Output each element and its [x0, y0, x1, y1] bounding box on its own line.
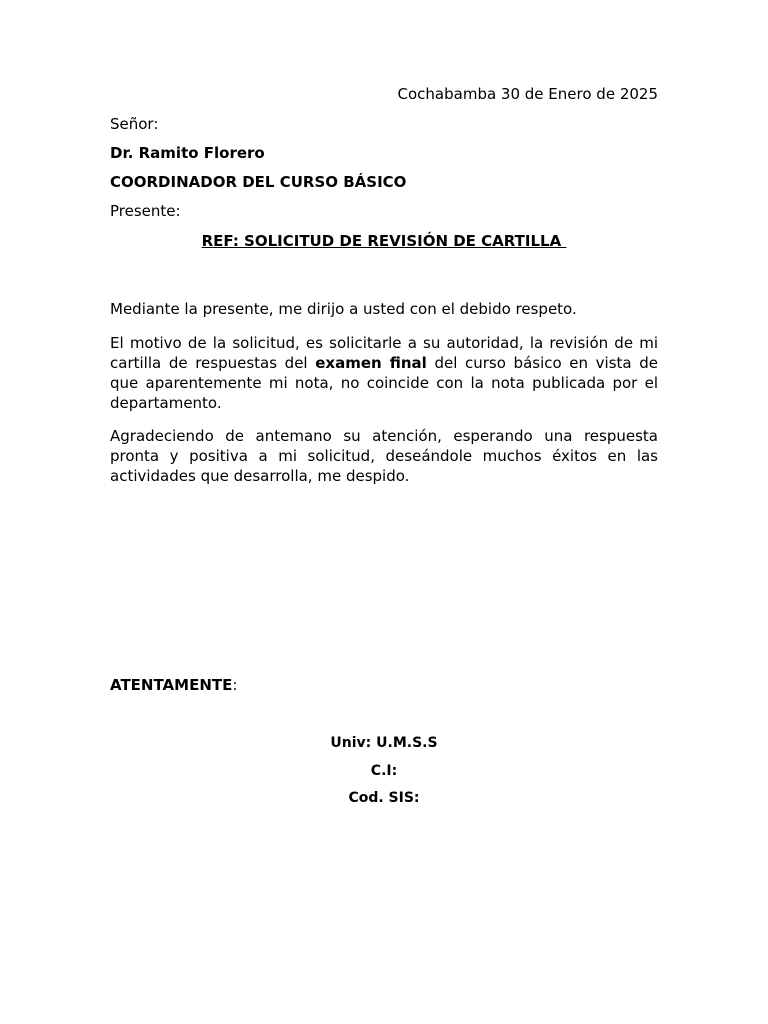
presente-label: Presente: — [110, 202, 181, 220]
paragraph-intro: Mediante la presente, me dirijo a usted con el debido respeto. — [110, 300, 577, 318]
signature-cod-sis: Cod. SIS: — [348, 790, 420, 806]
closing-colon: : — [232, 676, 238, 694]
recipient-title: COORDINADOR DEL CURSO BÁSICO — [110, 173, 407, 191]
reference-line — [110, 231, 658, 251]
reference-text: REF: SOLICITUD DE REVISIÓN DE CARTILLA — [201, 232, 567, 250]
paragraph-closing: Agradeciendo de antemano su atención, esperando una respuesta pronta y positiva a mi solicitud, deseándole muchos éxitos en las actividades que desarrolla, me despido. — [110, 427, 658, 485]
closing-line — [110, 675, 658, 695]
letter-date: Cochabamba 30 de Enero de 2025 — [397, 85, 658, 103]
paragraph-reason-start: El motivo de la solicitud, es solicitarle a su autoridad, la revisión de mi cartilla de respuestas del — [110, 334, 658, 372]
closing-word: ATENTAMENTE — [110, 676, 233, 694]
paragraph-reason — [110, 333, 658, 413]
paragraph-reason-end: del curso básico en vista de que aparentemente mi nota, no coincide con la nota publicada por el departamento. — [110, 354, 658, 412]
paragraph-reason-emphasis: examen final — [315, 354, 427, 372]
signature-university: Univ: U.M.S.S — [330, 735, 438, 751]
salutation: Señor: — [110, 115, 159, 133]
signature-ci: C.I: — [370, 763, 398, 779]
recipient-name: Dr. Ramito Florero — [110, 144, 265, 162]
